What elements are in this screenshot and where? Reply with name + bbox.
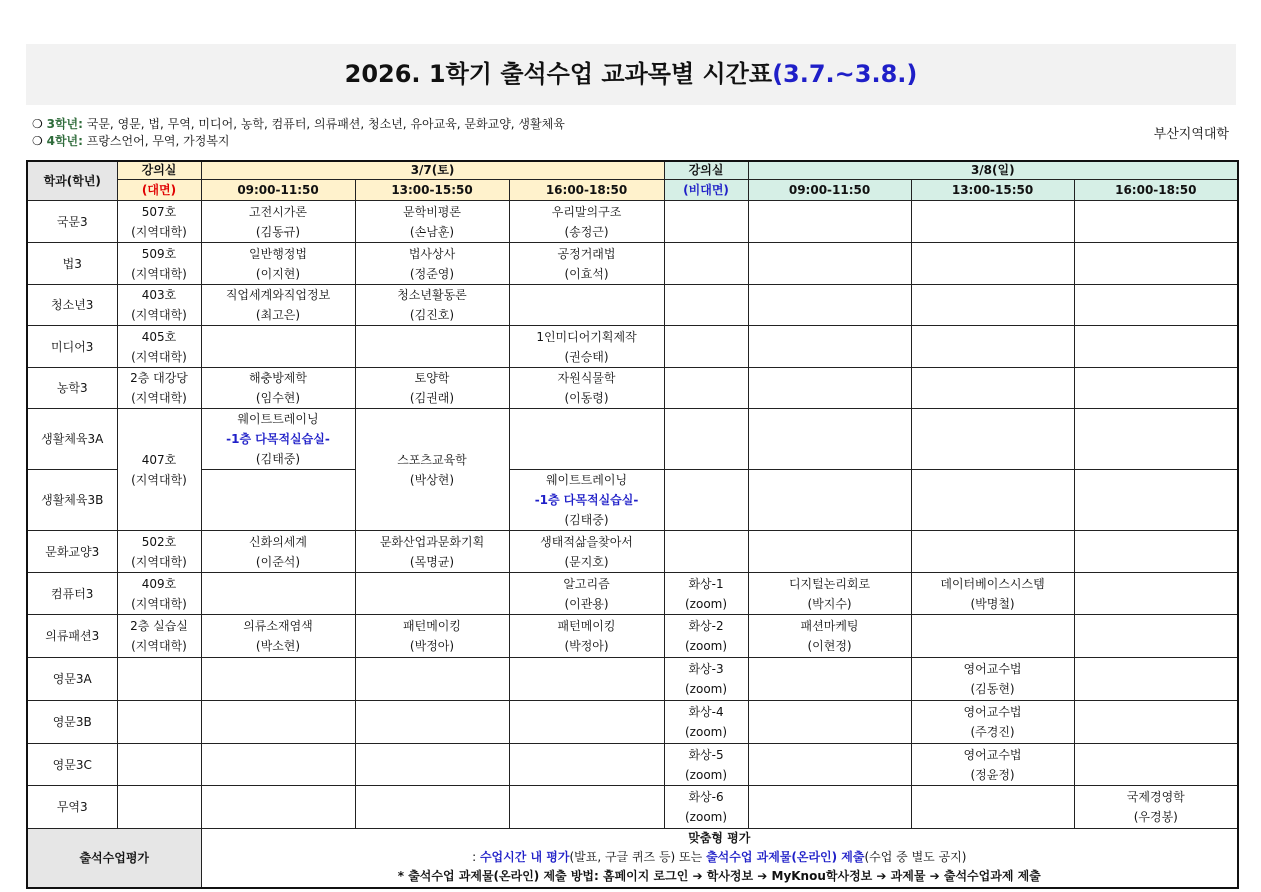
header-time-sun-2: 13:00-15:50 (911, 180, 1074, 201)
course-cell-sun (1074, 658, 1238, 701)
cell-line-secondary: (지역대학) (131, 472, 187, 487)
course-cell-sun (1074, 243, 1238, 285)
course-cell-sun (911, 368, 1074, 409)
course-cell-sat (201, 744, 355, 786)
online-room-cell (664, 326, 748, 368)
online-room-cell (664, 285, 748, 326)
course-cell-sun (748, 409, 911, 470)
course-cell-sun (1074, 786, 1238, 829)
note-4th-grade (32, 133, 565, 150)
table-row (27, 409, 1238, 470)
cell-line-primary: 디지털논리회로 (788, 576, 871, 591)
course-cell-sat (201, 409, 355, 470)
course-cell-sat (201, 368, 355, 409)
course-cell-sun (748, 573, 911, 615)
course-cell-sat (201, 285, 355, 326)
cell-line-primary: 법사상사 (408, 246, 456, 261)
cell-line-primary: 화상-5 (688, 747, 724, 762)
course-cell-sun (911, 285, 1074, 326)
evaluation-label: 출석수업평가 (27, 829, 201, 888)
cell-line-secondary: (지역대학) (131, 391, 187, 405)
course-cell-sat (509, 470, 664, 531)
online-room-cell (664, 409, 748, 470)
course-cell-sun (748, 285, 911, 326)
course-cell-sun (911, 531, 1074, 573)
cell-line-secondary: (박명철) (970, 596, 1015, 611)
cell-line-secondary: (손남훈) (409, 224, 455, 239)
cell-line-primary: 우리말의구조 (551, 204, 622, 219)
note-3rd-grade (32, 116, 565, 133)
dept-cell: 생활체육3B (27, 470, 117, 531)
cell-line-primary: 영어교수법 (963, 662, 1022, 676)
table-row (27, 615, 1238, 658)
evaluation-title: 맞춤형 평가 (688, 831, 751, 846)
dept-cell: 농학3 (27, 368, 117, 409)
header-time-sat-2: 13:00-15:50 (355, 180, 509, 201)
course-cell-sat (355, 701, 509, 744)
cell-line-primary: 스포츠교육학 (397, 452, 467, 467)
header-time-sat-3: 16:00-18:50 (509, 180, 664, 201)
cell-line-secondary: (지역대학) (131, 224, 187, 239)
cell-line-secondary: (김동현) (970, 682, 1015, 696)
room-cell (117, 573, 201, 615)
evaluation-info (201, 829, 1238, 888)
course-cell-sun (911, 615, 1074, 658)
cell-line-primary: 웨이트트레이닝 (545, 473, 628, 487)
course-cell-sat (509, 285, 664, 326)
cell-line-secondary: (zoom) (685, 639, 728, 653)
dept-cell: 무역3 (27, 786, 117, 829)
course-cell-sun (1074, 615, 1238, 658)
cell-line-secondary: (zoom) (685, 725, 728, 739)
table-row (27, 326, 1238, 368)
course-cell-sun (1074, 744, 1238, 786)
dept-cell: 컴퓨터3 (27, 573, 117, 615)
cell-line-secondary: (김태중) (255, 452, 301, 466)
course-cell-sun (1074, 201, 1238, 243)
room-note: -1층 다목적실습실- (226, 432, 330, 446)
cell-line-primary: 문학비평론 (403, 204, 461, 219)
dept-cell: 문화교양3 (27, 531, 117, 573)
online-room-cell (664, 744, 748, 786)
cell-line-primary: 해충방제학 (249, 371, 307, 385)
course-cell-sat (355, 786, 509, 829)
cell-line-primary: 고전시가론 (249, 204, 307, 219)
cell-line-primary: 507호 (141, 204, 177, 219)
course-cell-sun (1074, 470, 1238, 531)
cell-line-primary: 영어교수법 (963, 747, 1022, 762)
course-cell-sun (911, 573, 1074, 615)
cell-line-secondary: (zoom) (685, 682, 728, 696)
header-time-sat-1: 09:00-11:50 (201, 180, 355, 201)
course-cell-sat (509, 243, 664, 285)
cell-line-secondary: (박상현) (409, 472, 455, 487)
dept-cell: 생활체육3A (27, 409, 117, 470)
cell-line-secondary: (이현정) (807, 639, 852, 653)
cell-line-primary: 생태적삶을찾아서 (540, 534, 633, 549)
cell-line-primary: 화상-6 (688, 790, 724, 804)
cell-line-primary: 403호 (141, 288, 177, 302)
room-cell (117, 531, 201, 573)
grade-notes (32, 116, 565, 150)
course-cell-sat (355, 368, 509, 409)
timetable (26, 160, 1239, 889)
cell-line-secondary: (김권래) (409, 391, 455, 405)
room-cell (117, 701, 201, 744)
course-cell-sun (748, 243, 911, 285)
table-row (27, 285, 1238, 326)
cell-line-secondary: (zoom) (685, 596, 728, 611)
cell-line-primary: 국제경영학 (1126, 790, 1185, 804)
room-cell (117, 243, 201, 285)
course-cell-sat (509, 201, 664, 243)
cell-line-primary: 패턴메이킹 (403, 619, 461, 633)
cell-line-primary: 화상-4 (688, 705, 724, 719)
online-room-cell (664, 531, 748, 573)
header-room-online: 강의실 (664, 161, 748, 180)
cell-line-primary: 407호 (141, 452, 177, 467)
cell-line-primary: 화상-2 (688, 619, 724, 633)
cell-line-primary: 502호 (141, 534, 177, 549)
online-room-cell (664, 701, 748, 744)
cell-line-primary: 문화산업과문화기획 (379, 534, 485, 549)
title-main: 2026. 1학기 출석수업 교과목별 시간표 (344, 60, 773, 88)
course-cell-sat (355, 744, 509, 786)
cell-line-primary: 청소년활동론 (397, 288, 467, 302)
course-cell-sun (1074, 368, 1238, 409)
course-cell-sun (911, 701, 1074, 744)
course-cell-sat (509, 701, 664, 744)
course-cell-sun (1074, 573, 1238, 615)
course-cell-sun (748, 201, 911, 243)
course-cell-sun (911, 201, 1074, 243)
campus-name: 부산지역대학 (1153, 127, 1229, 142)
text: (수업 중 별도 공지) (864, 850, 967, 865)
table-row (27, 573, 1238, 615)
cell-line-secondary: (이준석) (255, 554, 301, 569)
cell-line-secondary: (박지수) (807, 596, 852, 611)
dept-cell: 국문3 (27, 201, 117, 243)
room-note: -1층 다목적실습실- (534, 493, 639, 507)
cell-line-primary: 패턴메이킹 (557, 619, 616, 633)
room-cell (117, 658, 201, 701)
course-cell-sat (509, 409, 664, 470)
cell-line-secondary: (문지호) (564, 554, 609, 569)
table-row (27, 201, 1238, 243)
cell-line-primary: 509호 (141, 246, 177, 261)
cell-line-primary: 웨이트트레이닝 (237, 412, 319, 426)
course-cell-sat (201, 658, 355, 701)
course-cell-sat (509, 368, 664, 409)
bullet-icon: ❍ (32, 117, 43, 131)
course-cell-sat (201, 326, 355, 368)
course-cell-sun (748, 786, 911, 829)
cell-line-secondary: (박정아) (409, 639, 455, 653)
course-cell-sat (355, 573, 509, 615)
dept-cell: 영문3A (27, 658, 117, 701)
course-cell-sun (748, 701, 911, 744)
cell-line-secondary: (박정아) (564, 639, 609, 653)
cell-line-secondary: (정윤정) (970, 767, 1015, 782)
table-row (27, 786, 1238, 829)
cell-line-secondary: (이동령) (564, 391, 609, 405)
cell-line-primary: 영어교수법 (963, 705, 1022, 719)
cell-line-secondary: (주경진) (970, 725, 1015, 739)
header-sunday: 3/8(일) (748, 161, 1238, 180)
online-room-cell (664, 658, 748, 701)
table-row (27, 470, 1238, 531)
cell-line-secondary: (박소현) (255, 639, 301, 653)
online-room-cell (664, 615, 748, 658)
course-cell-sat (509, 615, 664, 658)
cell-line-secondary: (우경봉) (1133, 810, 1178, 824)
course-cell-sat (201, 615, 355, 658)
cell-line-secondary: (김동규) (255, 224, 301, 239)
cell-line-primary: 직업세계와직업정보 (225, 288, 331, 302)
cell-line-secondary: (이지현) (255, 266, 301, 281)
cell-line-primary: 일반행정법 (249, 246, 307, 261)
online-room-cell (664, 573, 748, 615)
table-row (27, 658, 1238, 701)
course-cell-sat (355, 243, 509, 285)
course-cell-sat (509, 573, 664, 615)
online-room-cell (664, 201, 748, 243)
course-cell-sat (201, 470, 355, 531)
cell-line-secondary: (이효석) (564, 266, 609, 281)
online-room-cell (664, 243, 748, 285)
cell-line-secondary: (지역대학) (131, 349, 187, 364)
header-time-sun-3: 16:00-18:50 (1074, 180, 1238, 201)
cell-line-secondary: (김태중) (564, 513, 609, 527)
cell-line-primary: 1인미디어기획제작 (536, 329, 637, 344)
cell-line-primary: 2층 대강당 (130, 371, 188, 385)
dept-cell: 법3 (27, 243, 117, 285)
header-saturday: 3/7(토) (201, 161, 664, 180)
cell-line-secondary: (최고은) (255, 308, 301, 322)
table-row (27, 243, 1238, 285)
cell-line-primary: 의류소재염색 (243, 619, 313, 633)
cell-line-primary: 자원식물학 (557, 371, 616, 385)
cell-line-primary: 데이터베이스시스템 (940, 576, 1045, 591)
course-cell-sun (911, 744, 1074, 786)
course-cell-sat (355, 658, 509, 701)
course-cell-sat (201, 531, 355, 573)
cell-line-secondary: (zoom) (685, 810, 728, 824)
course-cell-sun (748, 658, 911, 701)
online-room-cell (664, 786, 748, 829)
in-class-eval: 수업시간 내 평가 (479, 850, 570, 865)
room-cell (117, 615, 201, 658)
course-cell-sat (509, 658, 664, 701)
course-cell-sun (911, 658, 1074, 701)
course-cell-sun (748, 368, 911, 409)
online-room-cell (664, 368, 748, 409)
cell-line-primary: 신화의세계 (249, 534, 307, 549)
course-cell-sun (911, 326, 1074, 368)
cell-line-secondary: (김진호) (409, 308, 455, 322)
course-cell-sat (509, 786, 664, 829)
course-cell-sat (355, 531, 509, 573)
cell-line-secondary: (zoom) (685, 767, 728, 782)
cell-line-primary: 알고리즘 (563, 576, 610, 591)
course-cell-sat (355, 201, 509, 243)
room-cell (117, 326, 201, 368)
course-cell-sat (509, 744, 664, 786)
course-cell-sun (911, 409, 1074, 470)
table-row (27, 368, 1238, 409)
course-cell-sun (1074, 409, 1238, 470)
course-cell-sun (748, 615, 911, 658)
cell-line-primary: 토양학 (414, 371, 450, 385)
course-cell-sat (201, 701, 355, 744)
cell-line-secondary: (송정근) (564, 224, 609, 239)
course-cell-sun (1074, 285, 1238, 326)
room-cell (117, 368, 201, 409)
cell-line-primary: 2층 실습실 (130, 619, 188, 633)
cell-line-primary: 405호 (141, 329, 177, 344)
course-cell-sat (201, 201, 355, 243)
course-cell-sat (201, 243, 355, 285)
room-cell (117, 744, 201, 786)
cell-line-secondary: (지역대학) (131, 308, 187, 322)
course-cell-sat (355, 326, 509, 368)
cell-line-secondary: (정준영) (409, 266, 455, 281)
cell-line-primary: 409호 (141, 576, 177, 591)
cell-line-primary: 화상-1 (688, 576, 724, 591)
note-text: 국문, 영문, 법, 무역, 미디어, 농학, 컴퓨터, 의류패션, 청소년, 유아교육, 문화교양, 생활체육 (82, 117, 565, 131)
header-offline: (대면) (117, 180, 201, 201)
online-assignment: 출석수업 과제물(온라인) 제출 (706, 850, 865, 865)
header-room: 강의실 (117, 161, 201, 180)
dept-cell: 영문3C (27, 744, 117, 786)
room-cell (117, 285, 201, 326)
course-cell-sun (1074, 531, 1238, 573)
course-cell-sat (509, 326, 664, 368)
online-room-cell (664, 470, 748, 531)
page-title (26, 44, 1236, 105)
cell-line-secondary: (지역대학) (131, 639, 187, 653)
table-row (27, 744, 1238, 786)
course-cell-sun (911, 243, 1074, 285)
room-cell (117, 409, 201, 531)
course-cell-sun (748, 531, 911, 573)
cell-line-primary: 패션마케팅 (800, 619, 859, 633)
title-date-range: (3.7.~3.8.) (772, 60, 918, 88)
cell-line-secondary: (임수현) (255, 391, 301, 405)
course-cell-sun (748, 470, 911, 531)
table-row (27, 701, 1238, 744)
dept-cell: 청소년3 (27, 285, 117, 326)
course-cell-sun (911, 470, 1074, 531)
cell-line-secondary: (지역대학) (131, 596, 187, 611)
header-dept: 학과(학년) (27, 161, 117, 201)
course-cell-sat (355, 615, 509, 658)
cell-line-primary: 화상-3 (688, 662, 724, 676)
course-cell-sun (748, 744, 911, 786)
cell-line-secondary: (목명균) (409, 554, 455, 569)
course-cell-sat (355, 409, 509, 531)
course-cell-sat (201, 786, 355, 829)
dept-cell: 영문3B (27, 701, 117, 744)
bullet-icon: ❍ (32, 134, 43, 148)
cell-line-secondary: (지역대학) (131, 266, 187, 281)
course-cell-sun (1074, 326, 1238, 368)
course-cell-sat (201, 573, 355, 615)
evaluation-line1 (202, 848, 1238, 867)
course-cell-sun (748, 326, 911, 368)
cell-line-secondary: (권승태) (564, 349, 609, 364)
course-cell-sat (355, 285, 509, 326)
dept-cell: 미디어3 (27, 326, 117, 368)
room-cell (117, 786, 201, 829)
course-cell-sun (911, 786, 1074, 829)
header-online: (비대면) (664, 180, 748, 201)
note-label: 3학년: (46, 117, 83, 131)
cell-line-primary: 공정거래법 (557, 246, 616, 261)
text: (발표, 구글 퀴즈 등) 또는 (569, 850, 707, 865)
table-row (27, 531, 1238, 573)
cell-line-secondary: (지역대학) (131, 554, 187, 569)
text: : (472, 850, 480, 865)
dept-cell: 의류패션3 (27, 615, 117, 658)
course-cell-sun (1074, 701, 1238, 744)
cell-line-secondary: (이관용) (564, 596, 609, 611)
note-label: 4학년: (46, 134, 83, 148)
room-cell (117, 201, 201, 243)
header-time-sun-1: 09:00-11:50 (748, 180, 911, 201)
course-cell-sat (509, 531, 664, 573)
evaluation-line2: * 출석수업 과제물(온라인) 제출 방법: 홈페이지 로그인 ➔ 학사정보 ➔ MyKnou학사정보 ➔ 과제물 ➔ 출석수업과제 제출 (397, 869, 1041, 884)
note-text: 프랑스언어, 무역, 가정복지 (82, 134, 230, 148)
